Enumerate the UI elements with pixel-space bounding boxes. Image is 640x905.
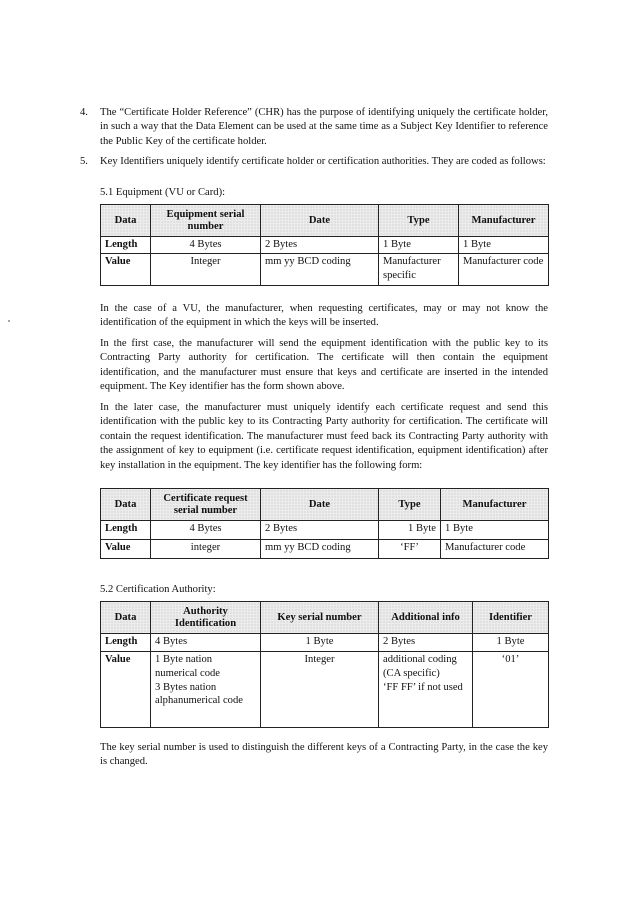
section-heading-5-1: 5.1 Equipment (VU or Card): — [100, 187, 226, 198]
table-cell: ‘FF’ — [379, 540, 441, 559]
section-heading-5-2: 5.2 Certification Authority: — [100, 584, 216, 595]
table-cell: 1 Byte — [473, 634, 549, 652]
table-cell — [379, 652, 473, 728]
list-item-text: The “Certificate Holder Reference” (CHR) has the purpose of identifying uniquely the certificate holder, in such a way that the Data Element can be used at the same time as a Subject Key Identifier to reference the Public Key of the certificate holder. — [100, 107, 548, 147]
table-cell: Integer — [261, 652, 379, 728]
table-cell: 1 Byte — [261, 634, 379, 652]
table-row — [101, 521, 549, 540]
row-label: Length — [101, 237, 151, 254]
table-header-cell: Identifier — [473, 602, 549, 634]
table-header-cell: Type — [379, 489, 441, 521]
certificate-request-key-identifier-table — [100, 488, 549, 559]
table-cell: Integer — [151, 254, 261, 286]
table-cell: 2 Bytes — [261, 521, 379, 540]
list-item-4 — [80, 106, 548, 149]
table-cell: mm yy BCD coding — [261, 540, 379, 559]
cell-line: additional coding (CA specific) — [383, 654, 457, 679]
row-label: Value — [101, 652, 151, 728]
table-header-cell: Data — [101, 489, 151, 521]
table-header-cell: Data — [101, 602, 151, 634]
table-header-cell: Key serial number — [261, 602, 379, 634]
table-header-cell: Manufacturer — [441, 489, 549, 521]
paragraph: In the first case, the manufacturer will send the equipment identification with the public key to its Contracting Party authority for certification. The certificate will then contain the equipment identification, and the manufacturer must ensure that keys and certificate are inserted in the intended equipment. The Key identifier has the form shown above. — [100, 338, 548, 393]
table-header-cell: Data — [101, 205, 151, 237]
table-cell: 4 Bytes — [151, 521, 261, 540]
table-cell: 4 Bytes — [151, 237, 261, 254]
margin-mark — [8, 320, 10, 322]
table-cell: 1 Byte — [459, 237, 549, 254]
table-cell — [151, 652, 261, 728]
list-item-5 — [80, 155, 548, 169]
table-header-cell: Type — [379, 205, 459, 237]
table-header-cell: Certificate request serial number — [151, 489, 261, 521]
table-header-cell: Authority Identification — [151, 602, 261, 634]
paragraph: In the case of a VU, the manufacturer, when requesting certificates, may or may not know the identification of the equipment in which the keys will be inserted. — [100, 303, 548, 329]
table-header-row — [101, 602, 549, 634]
table-cell: ‘01’ — [473, 652, 549, 728]
table-cell: integer — [151, 540, 261, 559]
table-row — [101, 254, 549, 286]
table-row — [101, 540, 549, 559]
table-header-cell: Date — [261, 489, 379, 521]
row-label: Length — [101, 634, 151, 652]
table-cell: 1 Byte — [379, 521, 441, 540]
table-header-cell: Manufacturer — [459, 205, 549, 237]
cell-line: ‘FF FF’ if not used — [383, 681, 463, 693]
table-cell: Manufacturer code — [441, 540, 549, 559]
list-number: 5. — [80, 156, 88, 167]
equipment-key-identifier-table — [100, 204, 549, 286]
table-cell: Manufacturer specific — [379, 254, 459, 286]
table-header-row — [101, 489, 549, 521]
table-cell: 2 Bytes — [261, 237, 379, 254]
paragraph: The key serial number is used to distinguish the different keys of a Contracting Party, in the case the key is changed. — [100, 742, 548, 768]
table-row — [101, 652, 549, 728]
table-cell: 2 Bytes — [379, 634, 473, 652]
certification-authority-key-identifier-table — [100, 601, 549, 728]
table-row — [101, 634, 549, 652]
table-cell: mm yy BCD coding — [261, 254, 379, 286]
table-cell: 4 Bytes — [151, 634, 261, 652]
table-row — [101, 237, 549, 254]
table-cell: Manufacturer code — [459, 254, 549, 286]
row-label: Length — [101, 521, 151, 540]
row-label: Value — [101, 540, 151, 559]
table-header-cell: Date — [261, 205, 379, 237]
table-header-cell: Equipment serial number — [151, 205, 261, 237]
table-cell: 1 Byte — [379, 237, 459, 254]
cell-line: 3 Bytes nation alphanumerical code — [155, 681, 243, 707]
list-item-text: Key Identifiers uniquely identify certificate holder or certification authorities. They are coded as follows: — [100, 156, 546, 167]
table-header-cell: Additional info — [379, 602, 473, 634]
row-label: Value — [101, 254, 151, 286]
list-number: 4. — [80, 107, 88, 118]
table-header-row — [101, 205, 549, 237]
table-cell: 1 Byte — [441, 521, 549, 540]
cell-line: 1 Byte nation numerical code — [155, 654, 221, 679]
paragraph: In the later case, the manufacturer must uniquely identify each certificate request and send this identification with the public key to its Contracting Party authority for certification. The certificate will contain the request identification. The manufacturer must feed back its Contracting Party authority with the assignment of key to equipment (i.e. certificate request identification, equipment identification) after key installation in the equipment. The key identifier has the following form: — [100, 402, 548, 471]
